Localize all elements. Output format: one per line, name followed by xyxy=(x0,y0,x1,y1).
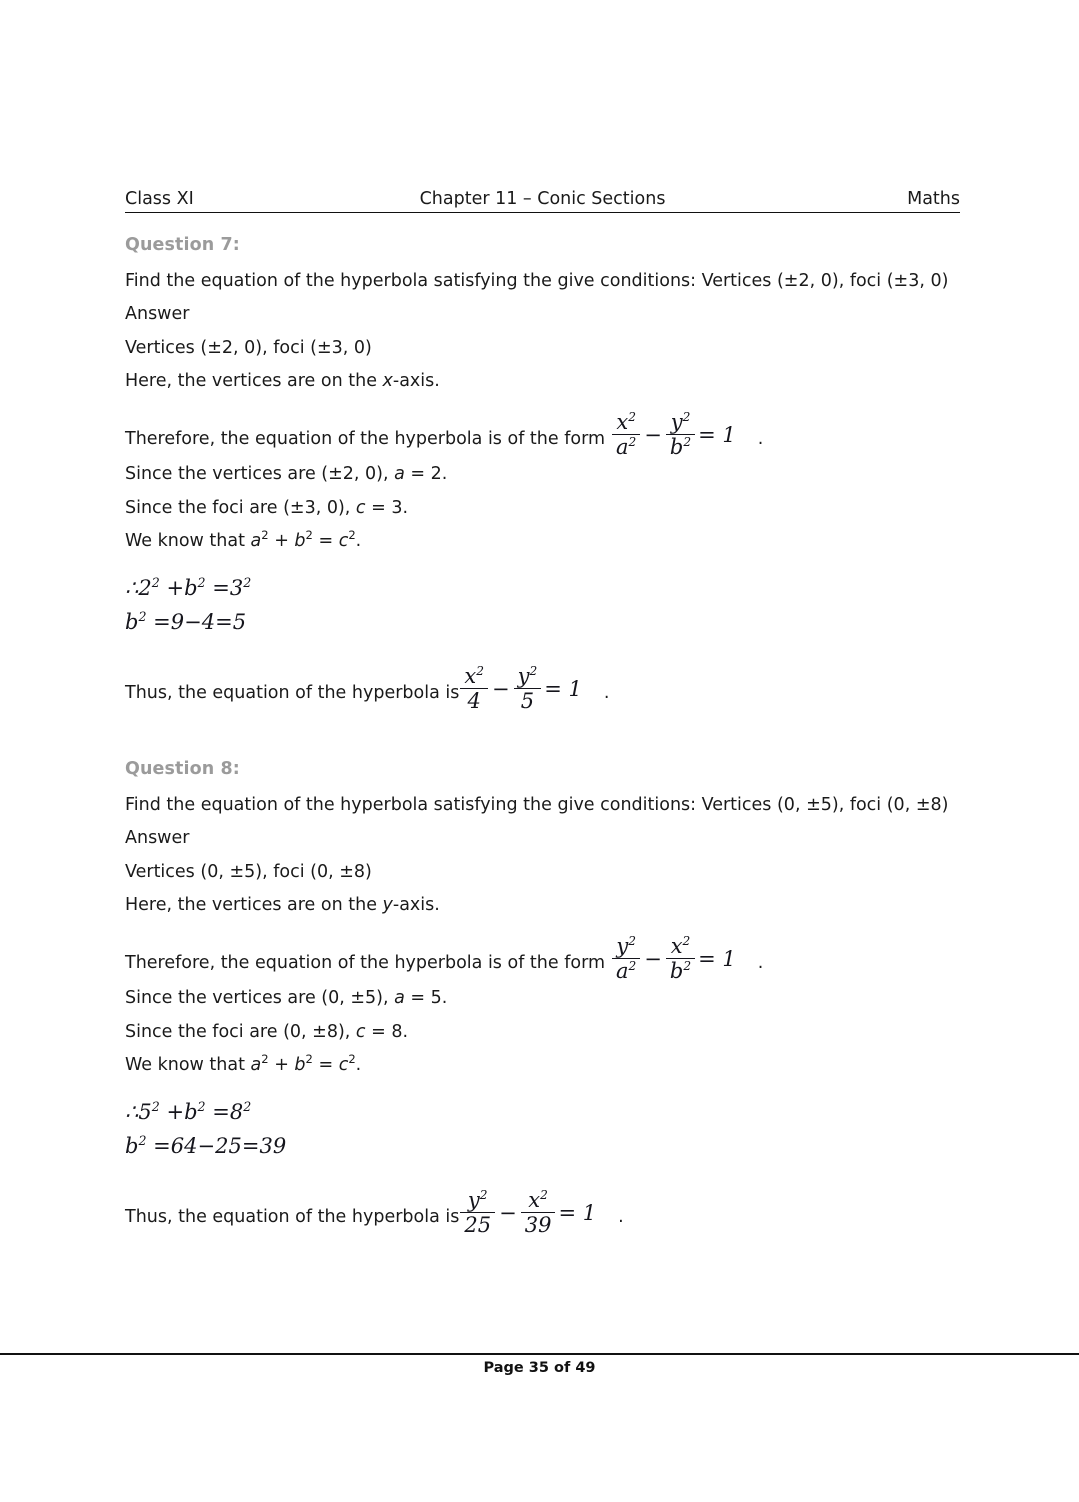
denominator-exponent: 2 xyxy=(683,434,692,449)
numerator-exponent: 2 xyxy=(479,1187,488,1202)
question-7-given: Vertices (±2, 0), foci (±3, 0) xyxy=(125,337,372,358)
numerator-exponent: 2 xyxy=(682,933,691,948)
step1-exponent-3: 2 xyxy=(243,574,252,590)
spacer xyxy=(125,399,970,411)
question-8-answer-label: Answer xyxy=(125,828,190,848)
form-trailing-period: . xyxy=(757,952,764,973)
numerator-exponent: 2 xyxy=(529,663,538,678)
therefore-symbol: ∴ xyxy=(125,575,139,600)
fraction-x2-over-a2 xyxy=(612,411,640,459)
foci-line-variable: c xyxy=(355,1021,366,1042)
fraction-x2-over-39 xyxy=(521,1189,556,1237)
numerator-exponent: 2 xyxy=(628,933,636,948)
step1-exponent-2: 2 xyxy=(197,574,206,590)
denominator-variable: a xyxy=(616,434,629,459)
therefore-symbol: ∴ xyxy=(125,1099,139,1124)
numerator-variable: x xyxy=(616,409,629,434)
relation-end: . xyxy=(355,1055,362,1075)
question-8-vertices-line xyxy=(125,982,970,1016)
step2-minus: − xyxy=(197,1133,216,1158)
step2-equals-1: = xyxy=(153,609,171,634)
step2-equals-2: = xyxy=(215,609,233,634)
step1-base-3: 3 xyxy=(229,575,244,600)
question-block-8 xyxy=(125,752,970,1236)
question-7-relation-line xyxy=(125,525,970,559)
step1-exponent-1: 2 xyxy=(151,1098,160,1114)
relation-end: . xyxy=(355,531,362,551)
axis-note-post: -axis. xyxy=(392,371,440,391)
equation-right-hand-side: = 1 xyxy=(698,422,736,447)
question-7-foci-line xyxy=(125,492,970,526)
step1-exponent-1: 2 xyxy=(151,574,160,590)
step1-base-1: 2 xyxy=(138,575,152,600)
relation-a-exponent: 2 xyxy=(261,528,269,543)
foci-line-post: = 3. xyxy=(365,497,409,518)
fraction-x2-over-b2 xyxy=(666,935,695,983)
step2-lhs-exponent: 2 xyxy=(138,1132,147,1148)
relation-plus: + xyxy=(268,1055,295,1075)
question-8-heading: Question 8: xyxy=(125,759,240,779)
relation-c: c xyxy=(338,531,349,551)
question-8-given: Vertices (0, ±5), foci (0, ±8) xyxy=(125,861,372,882)
step2-result: 5 xyxy=(232,609,247,634)
question-7-answer-label: Answer xyxy=(125,304,190,324)
denominator-variable: b xyxy=(669,958,684,983)
question-7-axis-note xyxy=(125,365,970,399)
question-7-final-equation xyxy=(459,663,582,715)
minus-operator: − xyxy=(491,676,510,701)
foci-line-pre: Since the foci are (0, ±8), xyxy=(125,1021,356,1042)
relation-c-exponent: 2 xyxy=(348,1052,356,1067)
numerator-variable: y xyxy=(517,663,530,688)
relation-c-exponent: 2 xyxy=(348,528,356,543)
denominator-variable: b xyxy=(669,434,684,459)
question-8-step-1-equation xyxy=(125,1095,970,1129)
numerator-variable: x xyxy=(464,663,477,688)
relation-a: a xyxy=(250,1055,262,1075)
relation-c: c xyxy=(338,1055,349,1075)
relation-b: b xyxy=(294,531,306,551)
conclusion-lead-text: Thus, the equation of the hyperbola is xyxy=(125,1206,460,1227)
step1-exponent-3: 2 xyxy=(243,1098,252,1114)
axis-note-pre: Here, the vertices are on the xyxy=(125,895,383,915)
relation-pre: We know that xyxy=(125,1055,251,1075)
step1-equals: = xyxy=(212,575,230,600)
axis-note-variable: x xyxy=(382,371,393,391)
header-chapter-title: Chapter 11 – Conic Sections xyxy=(419,189,666,209)
step1-base-3: 8 xyxy=(229,1099,244,1124)
step2-value-1: 64 xyxy=(170,1133,198,1158)
spacer xyxy=(125,559,970,571)
denominator-variable: a xyxy=(616,958,629,983)
spacer xyxy=(125,923,970,935)
equation-right-hand-side: = 1 xyxy=(698,946,736,971)
question-7-vertices-line xyxy=(125,458,970,492)
numerator-exponent: 2 xyxy=(476,663,484,678)
minus-operator: − xyxy=(499,1200,517,1225)
relation-equals: = xyxy=(312,1055,339,1075)
fraction-y2-over-5 xyxy=(514,665,542,713)
header-subject-label: Maths xyxy=(907,189,960,209)
step2-lhs: b xyxy=(125,1133,139,1158)
question-block-7 xyxy=(125,228,970,712)
numerator-variable: y xyxy=(467,1187,480,1212)
denominator-value: 5 xyxy=(520,688,535,713)
question-7-step-1-equation xyxy=(125,571,970,605)
numerator-variable: y xyxy=(616,933,629,958)
foci-line-post: = 8. xyxy=(365,1021,409,1042)
conclusion-lead-text: Thus, the equation of the hyperbola is xyxy=(125,682,460,703)
header-class-label: Class XI xyxy=(125,189,194,209)
axis-note-pre: Here, the vertices are on the xyxy=(125,371,383,391)
page-header xyxy=(125,189,960,213)
step2-minus: − xyxy=(184,609,202,634)
relation-a-exponent: 2 xyxy=(261,1052,269,1067)
numerator-variable: x xyxy=(528,1187,541,1212)
fraction-y2-over-a2 xyxy=(612,935,640,983)
denominator-value: 39 xyxy=(524,1212,552,1237)
numerator-exponent: 2 xyxy=(682,409,691,424)
denominator-value: 25 xyxy=(464,1212,492,1237)
question-7-prompt: Find the equation of the hyperbola satisfying the give conditions: Vertices (±2, 0), foci (±3, 0) xyxy=(125,270,949,291)
conclusion-trailing-period: . xyxy=(618,1206,624,1227)
step1-equals: = xyxy=(212,1099,230,1124)
minus-operator: − xyxy=(644,422,662,447)
footer-divider xyxy=(0,1353,1079,1355)
question-7-step-2-equation xyxy=(125,605,970,639)
vertices-line-pre: Since the vertices are (±2, 0), xyxy=(125,464,395,484)
minus-operator: − xyxy=(644,946,662,971)
hyperbola-standard-form-equation xyxy=(611,409,736,461)
numerator-exponent: 2 xyxy=(628,409,636,424)
vertices-line-post: = 5. xyxy=(404,988,448,1008)
step1-exponent-2: 2 xyxy=(197,1098,206,1114)
denominator-exponent: 2 xyxy=(628,958,637,973)
relation-a: a xyxy=(250,531,262,551)
denominator-exponent: 2 xyxy=(628,434,637,449)
vertices-line-pre: Since the vertices are (0, ±5), xyxy=(125,988,395,1008)
step2-lhs: b xyxy=(125,609,139,634)
spacer xyxy=(125,1163,970,1189)
step2-value-2: 25 xyxy=(215,1133,242,1158)
equation-right-hand-side: = 1 xyxy=(558,1200,597,1225)
relation-b-exponent: 2 xyxy=(305,1052,313,1067)
question-7-conclusion-line xyxy=(125,665,970,713)
conclusion-trailing-period: . xyxy=(603,682,610,703)
question-8-axis-note xyxy=(125,889,970,923)
step1-plus: + xyxy=(166,575,185,600)
step2-value-1: 9 xyxy=(170,609,185,634)
spacer xyxy=(125,1083,970,1095)
relation-b-exponent: 2 xyxy=(305,528,313,543)
hyperbola-standard-form-equation xyxy=(611,933,736,985)
step2-equals-1: = xyxy=(153,1133,171,1158)
relation-equals: = xyxy=(312,531,339,551)
vertices-line-variable: a xyxy=(394,464,405,484)
foci-line-variable: c xyxy=(355,497,366,518)
denominator-value: 4 xyxy=(467,688,481,713)
form-lead-text: Therefore, the equation of the hyperbola is of the form xyxy=(125,952,606,973)
question-8-relation-line xyxy=(125,1049,970,1083)
vertices-line-post: = 2. xyxy=(404,464,448,484)
fraction-x2-over-4 xyxy=(460,665,488,713)
fraction-y2-over-25 xyxy=(460,1189,495,1237)
numerator-exponent: 2 xyxy=(540,1187,548,1202)
step1-base-2: b xyxy=(184,575,198,600)
form-trailing-period: . xyxy=(757,428,764,449)
axis-note-variable: y xyxy=(382,895,393,915)
numerator-variable: x xyxy=(670,933,683,958)
relation-pre: We know that xyxy=(125,531,251,551)
form-lead-text: Therefore, the equation of the hyperbola is of the form xyxy=(125,428,606,449)
step1-plus: + xyxy=(166,1099,185,1124)
step2-value-2: 4 xyxy=(201,609,216,634)
step2-equals-2: = xyxy=(241,1133,260,1158)
step1-base-1: 5 xyxy=(138,1099,152,1124)
question-8-foci-line xyxy=(125,1016,970,1050)
question-7-heading: Question 7: xyxy=(125,235,240,255)
page-content xyxy=(125,228,970,1236)
relation-plus: + xyxy=(268,531,295,551)
question-8-form-line xyxy=(125,935,970,983)
foci-line-pre: Since the foci are (±3, 0), xyxy=(125,497,356,518)
question-8-final-equation xyxy=(459,1187,597,1239)
question-8-step-2-equation xyxy=(125,1129,970,1163)
question-8-prompt: Find the equation of the hyperbola satisfying the give conditions: Vertices (0, ±5), foci (0, ±8) xyxy=(125,794,949,815)
equation-right-hand-side: = 1 xyxy=(544,676,582,701)
vertices-line-variable: a xyxy=(394,988,405,1008)
step2-lhs-exponent: 2 xyxy=(138,608,147,624)
axis-note-post: -axis. xyxy=(392,895,440,915)
question-7-form-line xyxy=(125,411,970,459)
footer-page-number: Page 35 of 49 xyxy=(483,1360,596,1376)
numerator-variable: y xyxy=(670,409,683,434)
relation-b: b xyxy=(294,1055,306,1075)
spacer xyxy=(125,639,970,665)
step1-base-2: b xyxy=(184,1099,198,1124)
question-8-conclusion-line xyxy=(125,1189,970,1237)
spacer xyxy=(125,712,970,752)
fraction-y2-over-b2 xyxy=(666,411,695,459)
denominator-exponent: 2 xyxy=(683,958,692,973)
step2-result: 39 xyxy=(259,1133,287,1158)
